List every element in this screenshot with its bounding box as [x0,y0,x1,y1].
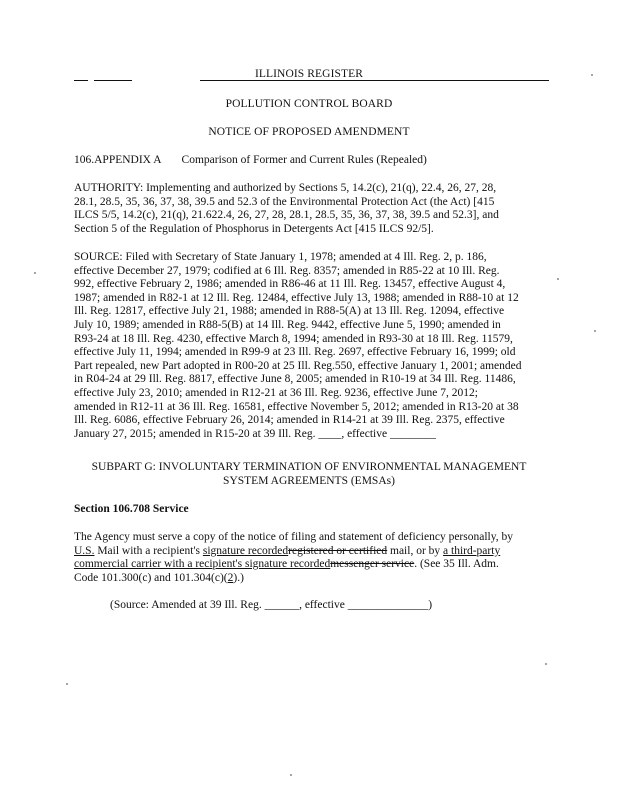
body-line: The Agency must serve a copy of the notice of filing and statement of deficiency personally, by [74,531,513,543]
source-line: effective December 27, 1979; codified at 6 Ill. Reg. 8357; amended in R85-22 at 10 Ill. Reg. [74,264,500,277]
authority-paragraph [74,182,544,236]
deleted-text: registered or certified [288,544,388,557]
section-heading: Section 106.708 Service [74,503,189,515]
register-header [74,68,544,84]
register-title: ILLINOIS REGISTER [254,68,364,80]
inserted-text: a third-party [443,544,501,557]
source-line: January 27, 2015; amended in R15-20 at 39 Ill. Reg. ____, effective ________ [74,427,436,440]
section-body [74,531,544,585]
source-line: Part repealed, new Part adopted in R00-20 at 25 Ill. Reg.550, effective January 1, 2001; amended [74,359,522,372]
header-blank-short [74,80,88,81]
header-blank-long [94,80,132,81]
authority-line: 28.1, 28.5, 35, 36, 37, 38, 39.5 and 52.3 of the Environmental Protection Act (the Act) [415 [74,195,495,208]
source-line: July 10, 1989; amended in R88-5(B) at 14 Ill. Reg. 9442, effective June 5, 1990; amended in [74,318,501,331]
source-line: 1987; amended in R82-1 at 12 Ill. Reg. 12484, effective July 13, 1988; amended in R88-10 at 12 [74,291,519,304]
inserted-text: 2 [227,571,234,584]
subpart-line: SUBPART G: INVOLUNTARY TERMINATION OF ENVIRONMENTAL MANAGEMENT [91,461,527,473]
source-line: 992, effective February 2, 1986; amended in R86-46 at 11 Ill. Reg. 13457, effective August 4, [74,278,506,291]
scan-speck [594,330,596,332]
board-title: POLLUTION CONTROL BOARD [225,98,393,110]
source-line: SOURCE: Filed with Secretary of State January 1, 1978; amended at 4 Ill. Reg. 2, p. 186, [74,251,487,263]
body-text: ).) [233,571,244,584]
scan-speck [591,74,593,76]
inserted-text: signature recorded [202,544,289,557]
source-line: amended in R12-11 at 36 Ill. Reg. 16581, effective November 5, 2012; amended in R13-20 at 38 [74,400,519,413]
body-line [74,572,544,586]
appendix-heading [74,154,544,168]
scan-speck [290,774,292,776]
authority-line: AUTHORITY: Implementing and authorized by Sections 5, 14.2(c), 21(q), 22.4, 26, 27, 28, [74,182,497,194]
body-text: Mail with a recipient's [94,544,203,557]
source-line: effective July 11, 1994; amended in R99-9 at 23 Ill. Reg. 2697, effective February 16, 1999; old [74,346,516,359]
body-line [74,545,544,559]
source-line: Ill. Reg. 6086, effective February 26, 2014; amended in R14-21 at 39 Ill. Reg. 2375, effective [74,414,505,427]
authority-line: Section 5 of the Regulation of Phosphorus in Detergents Act [415 ILCS 92/5]. [74,222,434,235]
notice-title: NOTICE OF PROPOSED AMENDMENT [208,126,410,138]
source-line: effective July 23, 2010; amended in R12-21 at 36 Ill. Reg. 9236, effective June 7, 2012; [74,386,478,399]
header-rule [200,80,549,81]
body-line [74,558,544,572]
authority-line: ILCS 5/5, 14.2(c), 21(q), 21.622.4, 26, 27, 28, 28.1, 28.5, 35, 36, 37, 38, 39.5 and 52.3], and [74,209,499,222]
source-line: R93-24 at 18 Ill. Reg. 4230, effective March 8, 1994; amended in R93-30 at 18 Ill. Reg. 11579, [74,332,513,345]
source-line: Ill. Reg. 12817, effective July 21, 1988; amended in R88-5(A) at 13 Ill. Reg. 12094, effective [74,305,505,318]
scan-speck [66,683,68,685]
deleted-text: messenger service [330,558,415,571]
subpart-heading [74,461,544,488]
source-line: in R04-24 at 29 Ill. Reg. 8817, effective June 8, 2005; amended in R10-19 at 34 Ill. Reg. 11486, [74,373,516,386]
inserted-text: commercial carrier with a recipient's signature recorded [74,558,331,571]
source-paragraph [74,251,544,441]
body-text: . (See 35 Ill. Adm. [414,558,499,571]
body-text: Code 101.300(c) and 101.304(c)( [74,571,228,584]
appendix-label: 106.APPENDIX A [74,154,162,166]
source-note: (Source: Amended at 39 Ill. Reg. ______, effective ______________) [110,599,433,611]
subpart-line: SYSTEM AGREEMENTS (EMSAs) [223,474,395,487]
scan-speck [34,272,36,274]
body-text: mail, or by [387,544,444,557]
scan-speck [545,663,547,665]
scan-speck [557,278,559,280]
inserted-text: U.S. [74,544,95,557]
appendix-title: Comparison of Former and Current Rules (Repealed) [181,154,427,166]
